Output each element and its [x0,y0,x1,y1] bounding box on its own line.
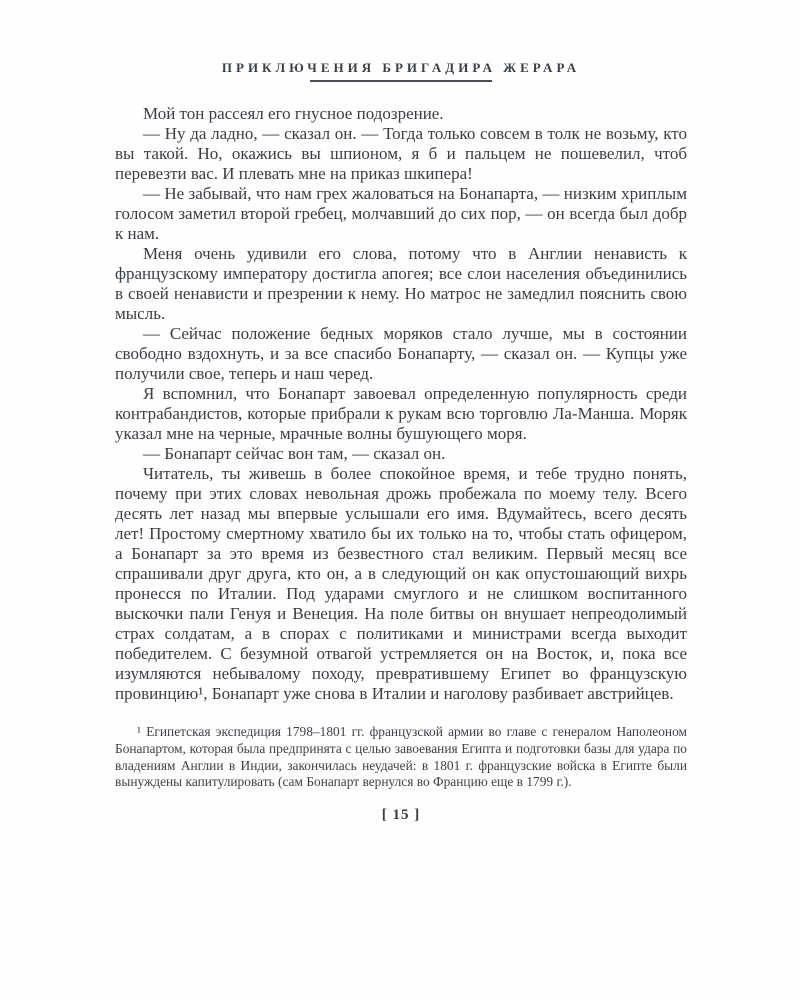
page-number: [ 15 ] [381,807,421,824]
paragraph: — Сейчас положение бедных моряков стало лучше, мы в состоянии свободно вздохнуть, и за все спасибо Бонапарту, — сказал он. — Купцы уже получили свое, теперь и наш черед. [115,324,687,383]
paragraph: — Не забывай, что нам грех жаловаться на Бонапарта, — низким хриплым голосом заметил второй гребец, молчавший до сих пор, — он всегда был добр к нам. [115,184,687,243]
body-text [115,104,687,704]
header-rule [310,80,492,82]
running-head: ПРИКЛЮЧЕНИЯ БРИГАДИРА ЖЕРАРА [221,60,581,75]
page-content [115,60,687,824]
paragraph: Я вспомнил, что Бонапарт завоевал определенную популярность среди контрабандистов, которые прибрали к рукам всю торговлю Ла-Манша. Моряк указал мне на черные, мрачные волны бушующего моря. [115,384,687,443]
paragraph: Меня очень удивили его слова, потому что в Англии ненависть к французскому императору достигла апогея; все слои населения объединились в своей ненависти и презрении к нему. Но матрос не замедлил пояснить свою мысль. [115,244,687,323]
paragraph: Мой тон рассеял его гнусное подозрение. [143,104,444,123]
paragraph: — Ну да ладно, — сказал он. — Тогда только совсем в толк не возьму, кто вы такой. Но, окажись вы шпионом, я б и пальцем не пошевелил, чтоб перевезти вас. И плевать мне на приказ шкипера! [115,124,687,183]
paragraph: Читатель, ты живешь в более спокойное время, и тебе трудно понять, почему при этих словах невольная дрожь пробежала по моему телу. Всего десять лет назад мы впервые услышали его имя. Вдумайтесь, всего десять лет! Простому смертному хватило бы их только на то, чтобы стать офицером, а Бонапарт за это время из безвестного стал великим. Первый месяц все спрашивали друг друга, кто он, а в следующий он как опустошающий вихрь пронесся по Италии. Под ударами смуглого и не слишком воспитанного выскочки пали Генуя и Венеция. На поле битвы он внушает непреодолимый страх солдатам, а в спорах с политиками и министрами всегда выходит победителем. С безумной отвагой устремляется он на Восток, и, пока все изумляются небывалому походу, превратившему Египет во французскую провинцию¹, Бонапарт уже снова в Италии и наголову разбивает австрийцев. [115,464,687,703]
paragraph: — Бонапарт сейчас вон там, — сказал он. [143,444,446,463]
footnote: ¹ Египетская экспедиция 1798–1801 гг. французской армии во главе с генералом Наполеоном Бонапартом, которая была предпринята с целью завоевания Египта и подготовки базы для удара по владениям Англии в Индии, закончилась неудачей: в 1801 г. французские войска в Египте были вынуждены капитулировать (сам Бонапарт вернулся во Францию еще в 1799 г.). [115,724,687,790]
